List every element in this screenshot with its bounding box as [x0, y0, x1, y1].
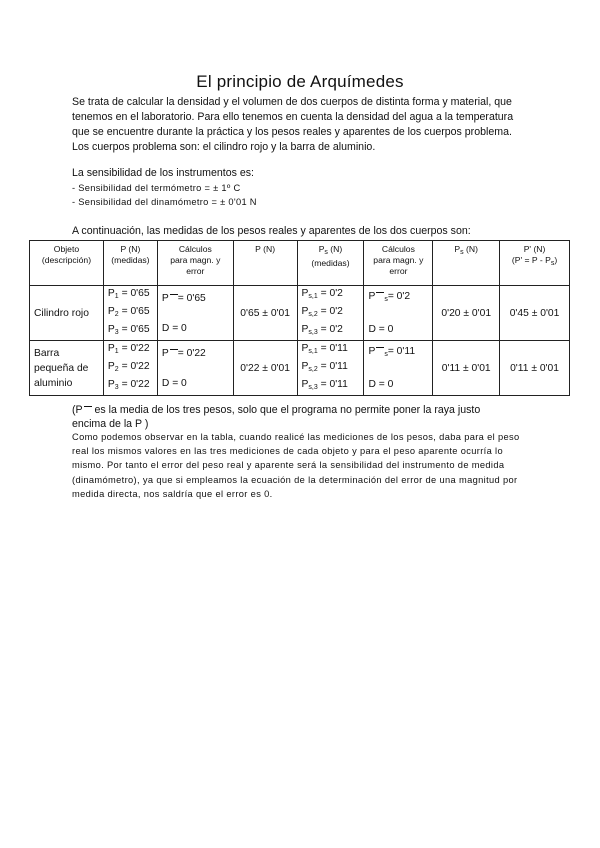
sensitivity-dynamometer: - Sensibilidad del dinamómetro = ± 0'01 N [72, 197, 257, 207]
p2-measure [108, 304, 153, 322]
header-p-result-label: P (N) [255, 244, 276, 254]
header-p-result [233, 241, 297, 286]
header-p-label: P (N) [120, 244, 141, 254]
header-objeto-label: Objeto [53, 244, 80, 254]
ps3-value: = 0'11 [317, 379, 348, 390]
cell-calc [157, 341, 233, 396]
header-objeto-sub: (descripción) [41, 255, 92, 265]
p2-sub: 2 [114, 311, 119, 318]
p3-sub: 3 [114, 384, 119, 391]
sensitivity-thermometer: - Sensibilidad del termómetro = ± 1º C [72, 183, 241, 193]
p3-value: = 0'65 [118, 324, 150, 335]
cell-p-measures [103, 341, 157, 396]
mean-bar-icon [376, 292, 384, 293]
header-pprime-formula-sub: s [550, 260, 555, 267]
header-calc-sub1: para magn. y [170, 255, 221, 265]
cell-p-result: 0'22 ± 0'01 [233, 341, 297, 396]
calc2-mean-value: = 0'2 [387, 291, 411, 302]
cell-p-result: 0'65 ± 0'01 [233, 286, 297, 341]
p1-sub: 1 [114, 293, 119, 300]
calc2-mean-sub: s [384, 351, 388, 358]
p3-label: P [107, 379, 115, 390]
calc2-mean-label: P [368, 346, 376, 357]
object-line-3: aluminio [34, 377, 73, 389]
header-pprime-formula-end: ) [554, 255, 558, 265]
object-line-1: Barra [34, 347, 60, 359]
calc2-mean-label: P [368, 291, 376, 302]
ps2-label: P [301, 306, 309, 317]
calc2-deviation: D = 0 [368, 379, 394, 390]
header-ps-label [300, 244, 362, 258]
ps3-label: P [301, 324, 309, 335]
calc-deviation: D = 0 [161, 322, 187, 334]
ps3-measure [302, 322, 360, 340]
header-ps-result-letter: P [454, 244, 461, 254]
ps1-measure [302, 341, 360, 359]
p2-label: P [107, 361, 115, 372]
p1-value: = 0'22 [118, 343, 150, 354]
p2-sub: 2 [114, 366, 119, 373]
header-pprime-label: P' (N) [523, 244, 546, 254]
mean-bar-icon [376, 347, 384, 348]
p1-measure [108, 341, 153, 359]
sensitivity-heading: La sensibilidad de los instrumentos es: [72, 167, 254, 179]
calc2-deviation: D = 0 [368, 324, 394, 335]
table-header-row [30, 241, 570, 286]
header-calc2 [364, 241, 433, 286]
p3-label: P [107, 324, 115, 335]
ps2-value: = 0'11 [317, 361, 348, 372]
calc2-mean-sub: s [384, 296, 388, 303]
p1-sub: 1 [114, 348, 119, 355]
mean-bar-icon [84, 406, 92, 407]
header-ps-result-label [435, 244, 497, 258]
p2-label: P [107, 306, 115, 317]
ps1-value: = 0'2 [317, 288, 343, 299]
p1-label: P [107, 288, 115, 299]
ps2-sub: s,2 [308, 311, 318, 318]
calc-deviation: D = 0 [161, 377, 187, 389]
ps2-label: P [301, 361, 309, 372]
header-ps [297, 241, 364, 286]
cell-object: Cilindro rojo [30, 286, 104, 341]
table-intro: A continuación, las medidas de los pesos reales y aparentes de los dos cuerpos son: [72, 225, 471, 237]
ps2-measure [302, 304, 360, 322]
cell-ps-measures [297, 286, 364, 341]
header-ps-result-subscript: s [460, 249, 464, 256]
p3-measure [108, 377, 153, 395]
p3-measure [108, 322, 153, 340]
header-calc [157, 241, 233, 286]
p1-value: = 0'65 [118, 288, 150, 299]
calc-mean-label: P [161, 292, 169, 304]
ps3-sub: s,3 [308, 329, 318, 336]
cell-pprime-result: 0'11 ± 0'01 [500, 341, 570, 396]
cell-calc2 [364, 286, 433, 341]
header-calc2-sub1: para magn. y [373, 255, 424, 265]
header-pprime-formula [502, 255, 567, 269]
measurements-table [29, 240, 570, 396]
ps1-label: P [301, 288, 309, 299]
calc-mean [162, 346, 229, 361]
header-ps-letter: P [318, 244, 325, 254]
header-objeto [30, 241, 104, 286]
p1-label: P [107, 343, 115, 354]
table-row [30, 341, 570, 396]
header-pprime-formula-text: (P' = P - P [511, 255, 551, 265]
mean-bar-icon [170, 294, 178, 295]
cell-calc [157, 286, 233, 341]
ps1-sub: s,1 [308, 348, 318, 355]
mean-note [72, 403, 512, 431]
note-prefix: (P [72, 404, 83, 416]
calc-mean-value: = 0'22 [177, 347, 206, 359]
ps1-value: = 0'11 [317, 343, 348, 354]
ps3-measure [302, 377, 360, 395]
p2-measure [108, 359, 153, 377]
page-title: El principio de Arquímedes [196, 72, 404, 91]
mean-bar-icon [170, 349, 178, 350]
p2-value: = 0'65 [118, 306, 150, 317]
header-calc2-label: Cálculos [381, 244, 415, 254]
header-calc-label: Cálculos [178, 244, 212, 254]
header-pprime [500, 241, 570, 286]
ps3-value: = 0'2 [317, 324, 343, 335]
calc2-mean [368, 344, 428, 362]
ps2-sub: s,2 [308, 366, 318, 373]
calc2-mean-value: = 0'11 [387, 346, 416, 357]
calc-mean-label: P [161, 347, 169, 359]
cell-calc2 [364, 341, 433, 396]
p3-value: = 0'22 [118, 379, 150, 390]
closing-paragraph: Como podemos observar en la tabla, cuando realicé las mediciones de los pesos, daba para el peso real los mismos valores en las tres mediciones de cada objeto y para el peso aparente ocurría lo mismo. Por tanto el error del peso real y aparente será la sensibilidad del instrumento de medida (dinamómetro), ya que si empleamos la ecuación de la determinación del error de una magnitud por medida directa, nos saldría que el error es 0. [72, 432, 520, 499]
ps1-measure [302, 286, 360, 304]
ps1-sub: s,1 [308, 293, 318, 300]
ps3-sub: s,3 [308, 384, 318, 391]
header-ps-unit: (N) [327, 244, 343, 254]
calc2-mean [368, 289, 428, 307]
header-ps-result [433, 241, 500, 286]
ps2-measure [302, 359, 360, 377]
p3-sub: 3 [114, 329, 119, 336]
cell-object [30, 341, 104, 396]
header-ps-result-unit: (N) [463, 244, 478, 254]
intro-paragraph: Se trata de calcular la densidad y el volumen de dos cuerpos de distinta forma y material, que tenemos en el laboratorio. Para ello tenemos en cuenta la densidad del agua a la temperatura que se encuentre durante la práctica y los pesos reales y aparentes de los cuerpos problema. Los cuerpos problema son: el cilindro rojo y la barra de aluminio. [72, 96, 514, 153]
header-ps-subscript: s [324, 249, 328, 256]
calc-mean-value: = 0'65 [177, 292, 206, 304]
cell-ps-result: 0'20 ± 0'01 [433, 286, 500, 341]
header-p [103, 241, 157, 286]
ps3-label: P [301, 379, 309, 390]
object-line-2: pequeña de [34, 362, 89, 374]
header-calc-sub2: error [186, 266, 205, 276]
note-rest: es la media de los tres pesos, solo que el programa no permite poner la raya justo encima de la P ) [72, 404, 481, 430]
cell-ps-measures [297, 341, 364, 396]
cell-p-measures [103, 286, 157, 341]
header-p-sub: (medidas) [111, 255, 150, 265]
cell-ps-result: 0'11 ± 0'01 [433, 341, 500, 396]
header-ps-sub: (medidas) [311, 258, 350, 268]
table-row [30, 286, 570, 341]
p1-measure [108, 286, 153, 304]
ps1-label: P [301, 343, 309, 354]
cell-pprime-result: 0'45 ± 0'01 [500, 286, 570, 341]
header-calc2-sub2: error [389, 266, 408, 276]
ps2-value: = 0'2 [317, 306, 343, 317]
calc-mean [162, 291, 229, 306]
p2-value: = 0'22 [118, 361, 150, 372]
